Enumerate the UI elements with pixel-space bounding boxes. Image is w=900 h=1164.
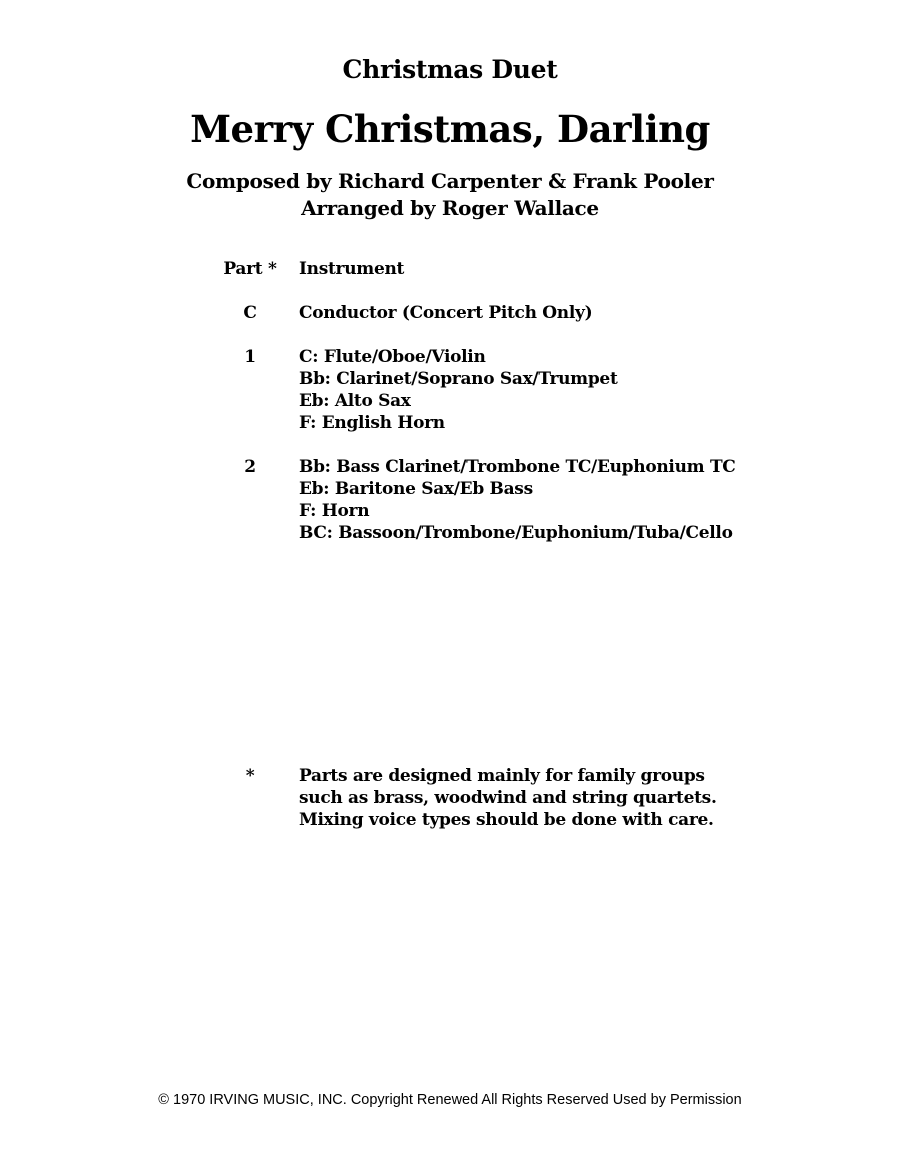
instrument-item: BC: Bassoon/Trombone/Euphonium/Tuba/Cello [299, 523, 733, 543]
document-title: Merry Christmas, Darling [190, 107, 710, 151]
document-subtitle: Christmas Duet [342, 55, 558, 84]
table-row [0, 302, 900, 324]
part-column-header: Part * [223, 259, 277, 279]
footnote-marker: * [245, 766, 255, 786]
parts-table-header [0, 258, 900, 280]
copyright-notice: © 1970 IRVING MUSIC, INC. Copyright Renewed All Rights Reserved Used by Permission [158, 1092, 742, 1108]
instrument-list [299, 302, 592, 324]
part-number: C [243, 303, 257, 323]
parts-table [0, 258, 900, 544]
arranger-credit: Arranged by Roger Wallace [301, 196, 599, 220]
instrument-list [299, 346, 618, 434]
instrument-column-header: Instrument [299, 259, 405, 279]
footnote [0, 765, 900, 831]
instrument-item: Eb: Alto Sax [299, 391, 411, 411]
instrument-item: Conductor (Concert Pitch Only) [299, 303, 593, 323]
footnote-text: Parts are designed mainly for family groups such as brass, woodwind and string quartets. Mixing voice types should be done with care. [299, 766, 717, 830]
instrument-list [299, 456, 736, 544]
composer-credit: Composed by Richard Carpenter & Frank Pooler [186, 169, 714, 193]
instrument-item: C: Flute/Oboe/Violin [299, 347, 486, 367]
part-number: 2 [244, 457, 256, 477]
instrument-item: Bb: Clarinet/Soprano Sax/Trumpet [299, 369, 618, 389]
table-row [0, 456, 900, 544]
part-number: 1 [244, 347, 256, 367]
instrument-item: F: English Horn [299, 413, 445, 433]
instrument-item: Bb: Bass Clarinet/Trombone TC/Euphonium TC [299, 457, 736, 477]
instrument-item: F: Horn [299, 501, 370, 521]
instrument-item: Eb: Baritone Sax/Eb Bass [299, 479, 533, 499]
table-row [0, 346, 900, 434]
